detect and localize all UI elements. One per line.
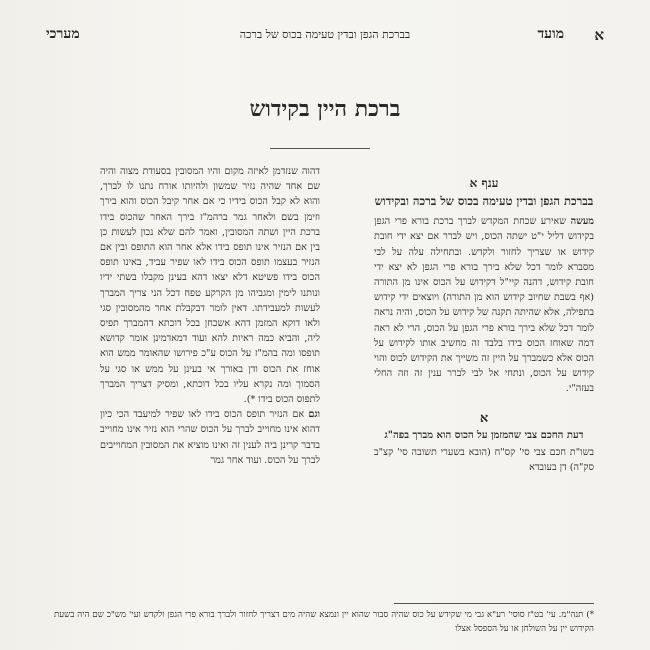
chapter-divider <box>270 148 370 149</box>
paragraph-text: אם הנזיר תופס הכוס בידו לאו שפיר למיעבד הכי כיון דהוא אינו מחוייב לברך על הכוס שהרי הוא נזיר אינו מחוייב בדבר קרינן ביה לענין זה ואינו מוציא את המסובין המחוייבים לברך על הכוס. ועוד אחר גמר <box>100 409 320 466</box>
chapter-title: ברכת היין בקידוש <box>249 96 401 122</box>
paragraph <box>100 407 320 468</box>
subsection-title: דעת החכם צבי שהמזמן על הכוס הוא מברך בפה"ג <box>384 429 584 441</box>
paragraph-lead-word: וגם <box>308 409 320 421</box>
running-header <box>46 26 604 46</box>
footnote-divider <box>394 603 594 604</box>
series-name: מערכי <box>46 26 80 42</box>
right-column <box>374 176 594 475</box>
paragraph-text: דהוה שנזדמן לאיזה מקום והיו המסובין בסעודת מצוה והיה שם אחד שהיה נזיר שמשון ולהיותו אורח נתנו לו לברך, והוא לא קבל הכוס בידיו כי אם אחר קיבל הכוס והוא בירך וזימן בשם ולאחר גמר ברהמ"ז בירך האחר שהכוס בידו ברכת היין ושתה המסובין, ואמר להם שלא נכון לעשות כן בין אם הנזיר אינו תופס בידו אלא אחר הוא התופס ובין אם הנזיר בעצמו תופס הכוס בידו לאו שפיר עביד, באינו תופס הכוס בידו פשיטא דלא יצאו דהא בעינן מקבלו בשתי ידיו ונותנו לימין ומגביהו מן הקרקע טפח דכל הני צריך המברך לעשות למעבידתו. דאין לומר דבקבלת אחר מהמסובין סגי ולאו דוקא המזמן דהא אשכחן בכל דוכתא דהמברך תפיס ליה, והביא כמה ראיות להא ועוד דמאדמינן אומר קדושא תופסו ומה בהמ"ז על הכוס ע"כ פירושו שהאומר ממש הוא אוחז את הכוס ודן באורך אי בעינן על ממש או סגי על הסמוך ומה נקרא עליו בכל דוכתא, ומסיק דצריך המברך לתפוס הכוס בידו *). <box>100 166 320 406</box>
paragraph-lead-word: מעשה <box>570 216 594 228</box>
paragraph <box>100 164 320 407</box>
paragraph-text: שאירע שכחת המקדש לברך ברכת בורא פרי הגפן בקידוש דליל י"ט ישתה הכוס, ויש לברר אם יצא ידי חובת קידוש או שצריך לחזור ולקדש. ובתחילה עלה על לבי מסברא לומר דכל שלא בירך בורא פרי הגפן לא יצא ידי חובת קידוש, דהנה קיי"ל דקידוש על הכוס אינו מן התורה (אף בשבת שחיוב קידוש הוא מן התורה) ויוצאים ידי קידוש בתפילה, אלא שהיתה תקנה של קידוש על הכוס, והיה נראה לומר דכל שלא בירך בורא פרי הגפן על הכוס, הרי לא ראה דמה שאוחז הכוס בידו בלבד זה מחשיב אותו לקידוש על הכוס אלא כשמברך על היין זה משייך את הקידוש לכוס והוי קידוש על הכוס, ונתחי אל לבי לברר ענין זה וזה החלי בעזה"י. <box>374 216 594 395</box>
footnote: *) תנה"מ. עי' בט"ז סוסי' רע"א גבי מי שקידש על כוס שהיה סבור שהוא יין ונמצא שהיה מים דצריך לחזור ולברך בורא פרי הגפן ולקדש ועי' מש"כ שם היה בשעת הקידוש יין על השולחן או על הספסל אצלו <box>54 610 594 634</box>
section-title: בברכת הגפן ובדין טעימה בכוס של ברכה <box>239 28 411 41</box>
paragraph <box>374 214 594 396</box>
section-subject: בברכת הגפן ובדין טעימה בכוס של ברכה ובקידוש <box>374 194 594 209</box>
left-column <box>100 164 320 468</box>
page-number: א <box>594 26 604 44</box>
anaf-heading: ענף א <box>469 176 499 190</box>
subsection-text: בשו"ת חכם צבי סי' קס"ח (הובא בשערי תשובה סי' קצ"ב סק"ה) דן בעובדא <box>374 446 594 474</box>
subsection-marker: א <box>479 410 489 426</box>
book-name: מועד <box>537 26 564 42</box>
